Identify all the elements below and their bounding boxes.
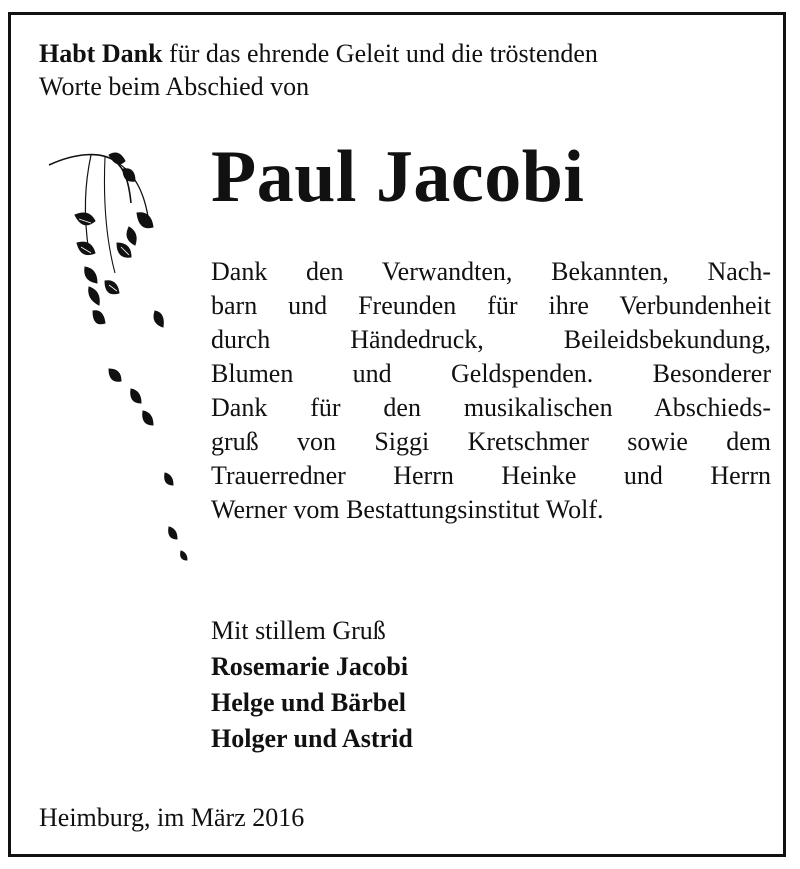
signer-name: Holger und Astrid	[211, 724, 413, 753]
intro-line-1-rest: für das ehrende Geleit und die tröstenden	[162, 39, 598, 68]
signature-block	[211, 613, 413, 757]
intro-line-1	[39, 37, 769, 70]
deceased-name: Paul Jacobi	[211, 136, 585, 218]
thanks-line: gruß von Siggi Kretschmer sowie dem	[211, 427, 771, 456]
thanks-line: Blumen und Geldspenden. Besonderer	[211, 359, 771, 388]
intro-line-2: Worte beim Abschied von	[39, 72, 310, 101]
thanks-line: Dank für den musikalischen Abschieds-	[211, 393, 771, 422]
thanks-line: durch Händedruck, Beileidsbekundung,	[211, 325, 771, 354]
intro-bold: Habt Dank	[39, 39, 163, 68]
place-date: Heimburg, im März 2016	[39, 803, 305, 832]
thanks-line: Trauerredner Herrn Heinke und Herrn	[211, 461, 771, 490]
obituary-card	[8, 12, 786, 857]
greeting-intro: Mit stillem Gruß	[211, 616, 386, 645]
thanks-line: barn und Freunden für ihre Verbundenheit	[211, 291, 771, 320]
intro-text	[39, 37, 769, 103]
thanks-line: Dank den Verwandten, Bekannten, Nach-	[211, 257, 771, 286]
signer-name: Rosemarie Jacobi	[211, 652, 409, 681]
birch-leaves-icon	[45, 143, 205, 583]
signer-name: Helge und Bärbel	[211, 688, 407, 717]
thanks-line: Werner vom Bestattungsinstitut Wolf.	[211, 495, 604, 524]
thanks-paragraph	[211, 255, 771, 527]
